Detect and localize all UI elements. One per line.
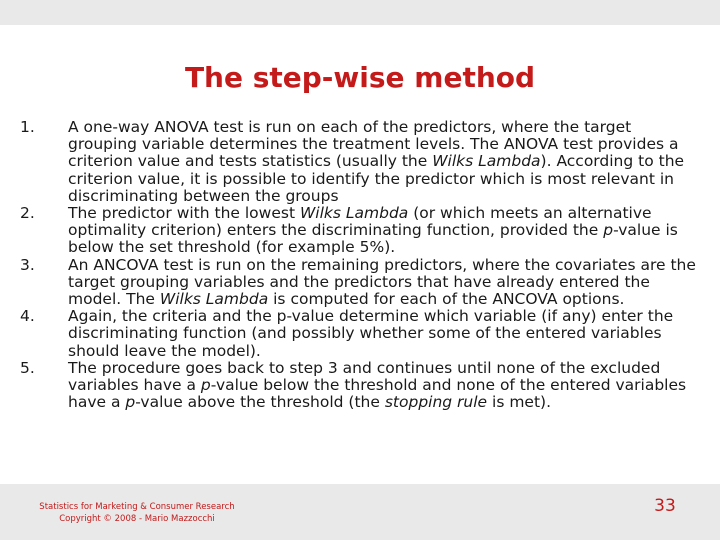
text-segment: is met). xyxy=(487,393,552,412)
text-segment: The procedure goes back to step 3 and continues until none of the excluded variables have a xyxy=(68,358,661,395)
text-segment: -value is below the set threshold (for example 5%). xyxy=(68,221,678,257)
list-item xyxy=(20,257,705,309)
list-item-text xyxy=(68,308,705,360)
text-segment: The predictor with the lowest xyxy=(68,204,300,223)
list-item-number: 1. xyxy=(20,118,35,136)
list-item xyxy=(20,360,705,412)
text-segment: -value above the threshold (the xyxy=(135,393,385,412)
list-item xyxy=(20,205,705,257)
top-band xyxy=(0,0,720,25)
text-segment: (or which meets an alternative optimality criterion) enters the discriminating function, provided the xyxy=(68,204,652,240)
text-segment: Again, the criteria and the p-value determine which variable (if any) enter the discriminating function (and possibly whether some of the entered variables should leave the model). xyxy=(68,307,674,360)
slide-title: The step-wise method xyxy=(184,61,536,94)
text-segment: ). According to the criterion value, it is possible to identify the predictor which is most relevant in discriminating between the groups xyxy=(68,152,685,205)
list-item-number: 3. xyxy=(20,255,35,274)
text-segment: A one-way ANOVA test is run on each of the predictors, where the target grouping variable determines the treatment levels. The ANOVA test provides a criterion value and tests statistics (usually the xyxy=(68,118,679,171)
footer-course-title: Statistics for Marketing & Consumer Research xyxy=(39,502,235,512)
list-item-number: 4. xyxy=(20,307,35,326)
footer-credits xyxy=(32,501,242,525)
page-number: 33 xyxy=(654,496,676,516)
italic-term: Wilks Lambda xyxy=(159,290,269,309)
italic-term: stopping rule xyxy=(384,393,488,412)
text-segment: An ANCOVA test is run on the remaining predictors, where the covariates are the target grouping variables and the predictors that have already entered the model. The xyxy=(68,255,696,309)
italic-term: Wilks Lambda xyxy=(299,204,409,223)
list-item-text xyxy=(68,257,705,309)
list-item-text xyxy=(68,119,705,205)
list-item-number: 2. xyxy=(20,204,35,223)
text-segment: -value below the threshold and none of the entered variables have a xyxy=(68,376,687,412)
list-item-text xyxy=(68,360,705,412)
list-item-number: 5. xyxy=(20,358,35,377)
text-segment: is computed for each of the ANCOVA options. xyxy=(268,290,625,309)
italic-term: p xyxy=(200,376,211,395)
italic-term: p xyxy=(603,221,614,240)
list-item-text xyxy=(68,205,705,257)
step-list xyxy=(20,119,705,411)
list-item xyxy=(20,119,705,205)
list-item xyxy=(20,308,705,360)
italic-term: p xyxy=(125,393,136,412)
italic-term: Wilks Lambda xyxy=(432,152,541,171)
footer-band xyxy=(0,484,720,540)
footer-copyright: Copyright © 2008 - Mario Mazzocchi xyxy=(59,514,215,524)
